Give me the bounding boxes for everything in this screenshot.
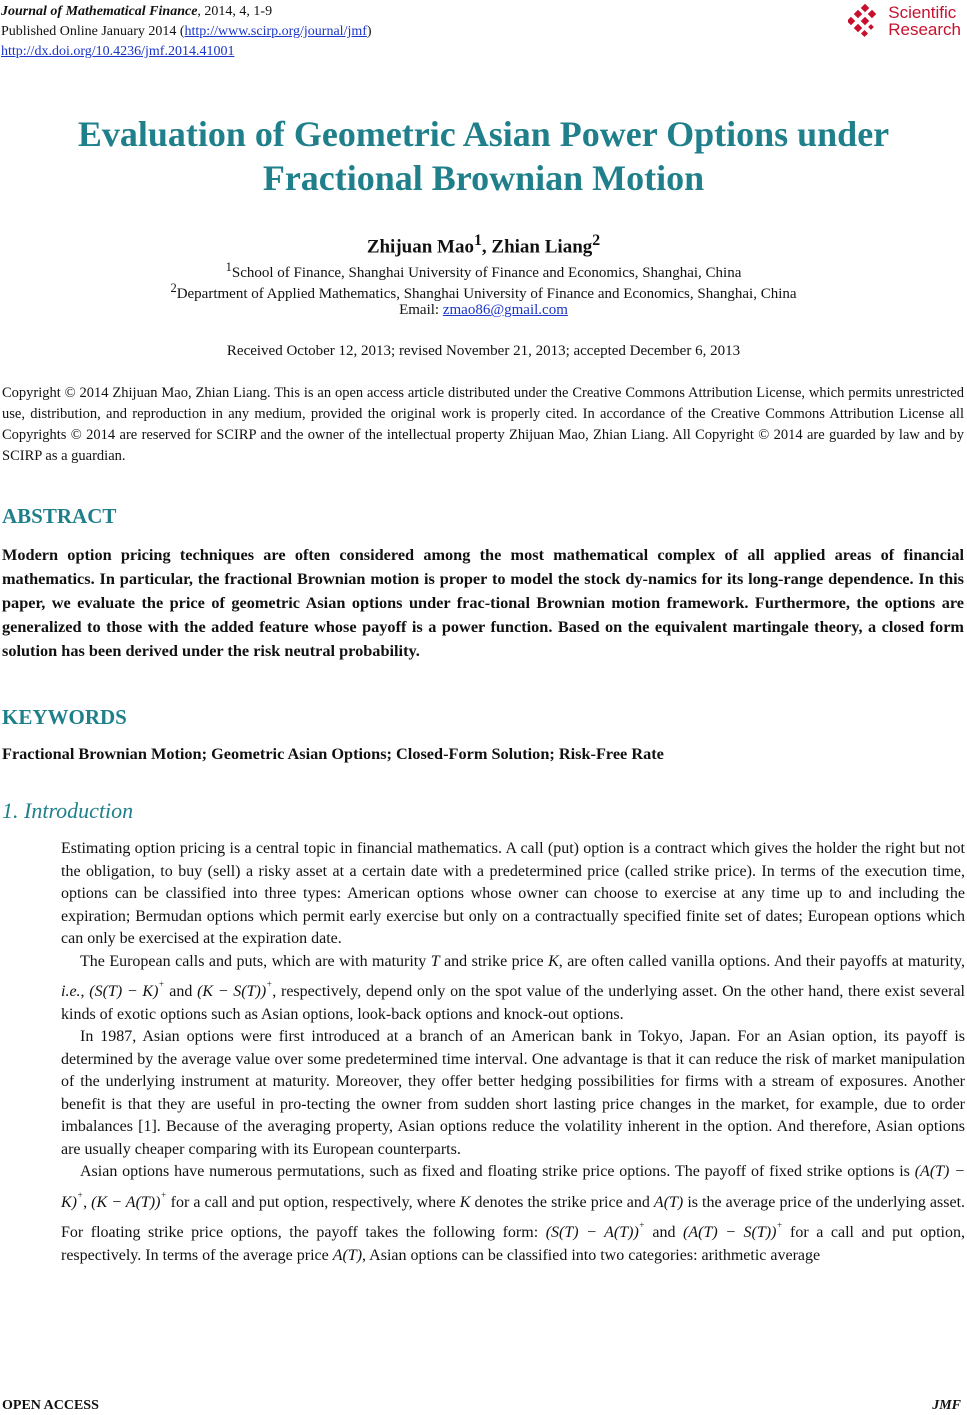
affiliation-2 — [0, 281, 967, 303]
introduction-body — [61, 838, 965, 1267]
author-1: Zhijuan Mao — [366, 236, 474, 258]
plus-sup: + — [158, 979, 165, 989]
publisher-logo — [848, 4, 961, 38]
text-run: and — [164, 983, 198, 1000]
formula-text: (S(T) − A(T)) — [545, 1224, 639, 1241]
abstract-heading: ABSTRACT — [2, 504, 117, 528]
author-list — [0, 232, 967, 258]
math-T: T — [430, 952, 440, 970]
page-footer — [2, 1398, 961, 1414]
text-run: , — [83, 1193, 92, 1211]
formula-floating-put — [683, 1220, 783, 1241]
math-K: K — [459, 1193, 471, 1211]
intro-paragraph-4 — [61, 1161, 965, 1267]
formula-text: (K − S(T)) — [197, 983, 267, 1000]
text-run: denotes the strike price and — [470, 1193, 654, 1211]
paper-title — [0, 112, 967, 200]
affiliation-1-text: School of Finance, Shanghai University of Finance and Economics, Shanghai, China — [231, 265, 742, 281]
author-2: Zhian Liang — [491, 236, 593, 258]
affiliation-2-mark: 2 — [170, 281, 177, 295]
journal-name: Journal of Mathematical Finance — [1, 4, 198, 19]
text-run: for a call and put option, respectively. In terms of the average price — [61, 1224, 966, 1264]
scientific-research-logo-icon — [848, 4, 882, 38]
footer-open-access: OPEN ACCESS — [2, 1398, 99, 1413]
text-run: for a call and put option, respectively, where — [166, 1193, 460, 1211]
math-AT: A(T) — [653, 1193, 684, 1211]
text-run: The European calls and puts, which are with maturity — [80, 952, 431, 970]
publisher-name-line2: Research — [888, 20, 961, 39]
journal-url-link[interactable]: http://www.scirp.org/journal/jmf — [184, 24, 367, 39]
published-line-end: ) — [366, 24, 372, 39]
published-line: Published Online January 2014 ( — [1, 24, 185, 39]
text-run: , respectively, depend only on the spot value of the underlying asset. On the other hand, there exist several kinds of exotic options such as Asian options, look-back options and knock-out options. — [61, 983, 966, 1023]
copyright-notice: Copyright © 2014 Zhijuan Mao, Zhian Liang. This is an open access article distributed under the Creative Commons Attribution License, which permits unrestricted use, distribution, and reproduction in any medium, provided the original work is properly cited. In accordance of the Creative Commons Attribution License all Copyrights © 2014 are reserved for SCIRP and the owner of the intellectual property Zhijuan Mao, Zhian Liang. All Copyright © 2014 are guarded by law and by SCIRP as a guardian. — [2, 385, 964, 464]
formula-fixed-put — [91, 1189, 167, 1211]
math-K: K — [548, 952, 559, 970]
email-line — [0, 302, 967, 319]
keywords-heading: KEYWORDS — [2, 705, 127, 729]
formula-put-payoff — [197, 979, 273, 1000]
formula-text: (S(T) − K) — [89, 983, 159, 1000]
email-link[interactable]: zmao86@gmail.com — [442, 302, 568, 318]
formula-text: (A(T) − S(T)) — [683, 1224, 777, 1241]
affiliation-2-text: Department of Applied Mathematics, Shanghai University of Finance and Economics, Shanghai, China — [176, 286, 797, 302]
title-line-1: Evaluation of Geometric Asian Power Options under — [77, 114, 890, 154]
text-run: and — [644, 1224, 684, 1241]
formula-call-payoff — [89, 979, 165, 1000]
formula-text: (A(T) − K) — [61, 1163, 966, 1211]
math-AT: A(T) — [332, 1246, 363, 1264]
footer-journal-abbrev: JMF — [932, 1398, 961, 1413]
plus-sup: + — [77, 1189, 84, 1200]
affiliation-1 — [0, 260, 967, 282]
text-run: , — [80, 983, 90, 1000]
text-run: and strike price — [439, 952, 549, 970]
author-separator: , — [481, 236, 492, 258]
author-1-affil-mark: 1 — [473, 232, 482, 249]
plus-sup: + — [638, 1220, 645, 1230]
intro-paragraph-2 — [61, 951, 965, 1027]
affiliation-1-mark: 1 — [225, 260, 232, 274]
author-2-affil-mark: 2 — [592, 232, 601, 249]
plus-sup: + — [160, 1189, 167, 1200]
text-run: is the average price of the underlying asset. For floating strike price options, the payoff takes the following form: — [61, 1193, 966, 1241]
intro-paragraph-1: Estimating option pricing is a central topic in financial mathematics. A call (put) option is a contract which gives the holder the right but not the obligation, to buy (sell) a risky asset at a certain date with a predetermined price (called strike price). In terms of the execution time, options can be classified into three types: American options whose owner can choose to exercise at any time up to and including the expiration; Bermudan options which permit early exercise but only on a contractually specified finite set of dates; European options which can only be exercised at the expiration date. — [61, 840, 965, 947]
intro-paragraph-3: In 1987, Asian options were first introduced at a branch of an American bank in Tokyo, Japan. For an Asian option, its payoff is determined by the average value over some predetermined time interval. One advantage is that it can reduce the risk of market manipulation of the underlying instrument at maturity. Moreover, they offer better hedging possibilities for firms with a stream of exposures. Another benefit is that they are useful in pro-tecting the owner from sudden short lasting price changes in the market, for example, due to order imbalances [1]. Because of the averaging property, Asian options reduce the volatility inherent in the option. And therefore, Asian options are usually cheaper comparing with its European counterparts. — [61, 1028, 965, 1158]
keywords-text: Fractional Brownian Motion; Geometric Asian Options; Closed-Form Solution; Risk-Free Rate — [2, 744, 664, 763]
text-run: , Asian options can be classified into two categories: arithmetic average — [362, 1246, 821, 1264]
formula-text: (K − A(T)) — [91, 1193, 161, 1211]
plus-sup: + — [776, 1220, 783, 1230]
formula-floating-call — [545, 1220, 645, 1241]
ie-abbrev: i.e. — [61, 983, 81, 1000]
text-run: , are often called vanilla options. And their payoffs at maturity, — [558, 952, 966, 970]
plus-sup: + — [266, 979, 273, 989]
email-label: Email: — [399, 302, 443, 318]
journal-header — [1, 2, 372, 62]
journal-citation: , 2014, 4, 1-9 — [197, 4, 273, 19]
abstract-text: Modern option pricing techniques are often considered among the most mathematical complex of all applied areas of financial mathematics. In particular, the fractional Brownian motion is proper to model the stock dy-namics for its long-range dependence. In this paper, we evaluate the price of geometric Asian options under frac-tional Brownian motion framework. Furthermore, the options are generalized to those with the added feature whose payoff is a power function. Based on the equivalent martingale theory, a closed form solution has been derived under the risk neutral probability. — [2, 545, 964, 660]
title-line-2: Fractional Brownian Motion — [262, 158, 705, 198]
text-run: Asian options have numerous permutations, such as fixed and floating strike price options. The payoff of fixed strike options is — [80, 1163, 915, 1180]
introduction-heading: 1. Introduction — [2, 798, 134, 823]
received-dates: Received October 12, 2013; revised November 21, 2013; accepted December 6, 2013 — [226, 343, 741, 359]
doi-link[interactable]: http://dx.doi.org/10.4236/jmf.2014.41001 — [1, 44, 235, 59]
publisher-name-line1: Scientific — [888, 3, 957, 22]
